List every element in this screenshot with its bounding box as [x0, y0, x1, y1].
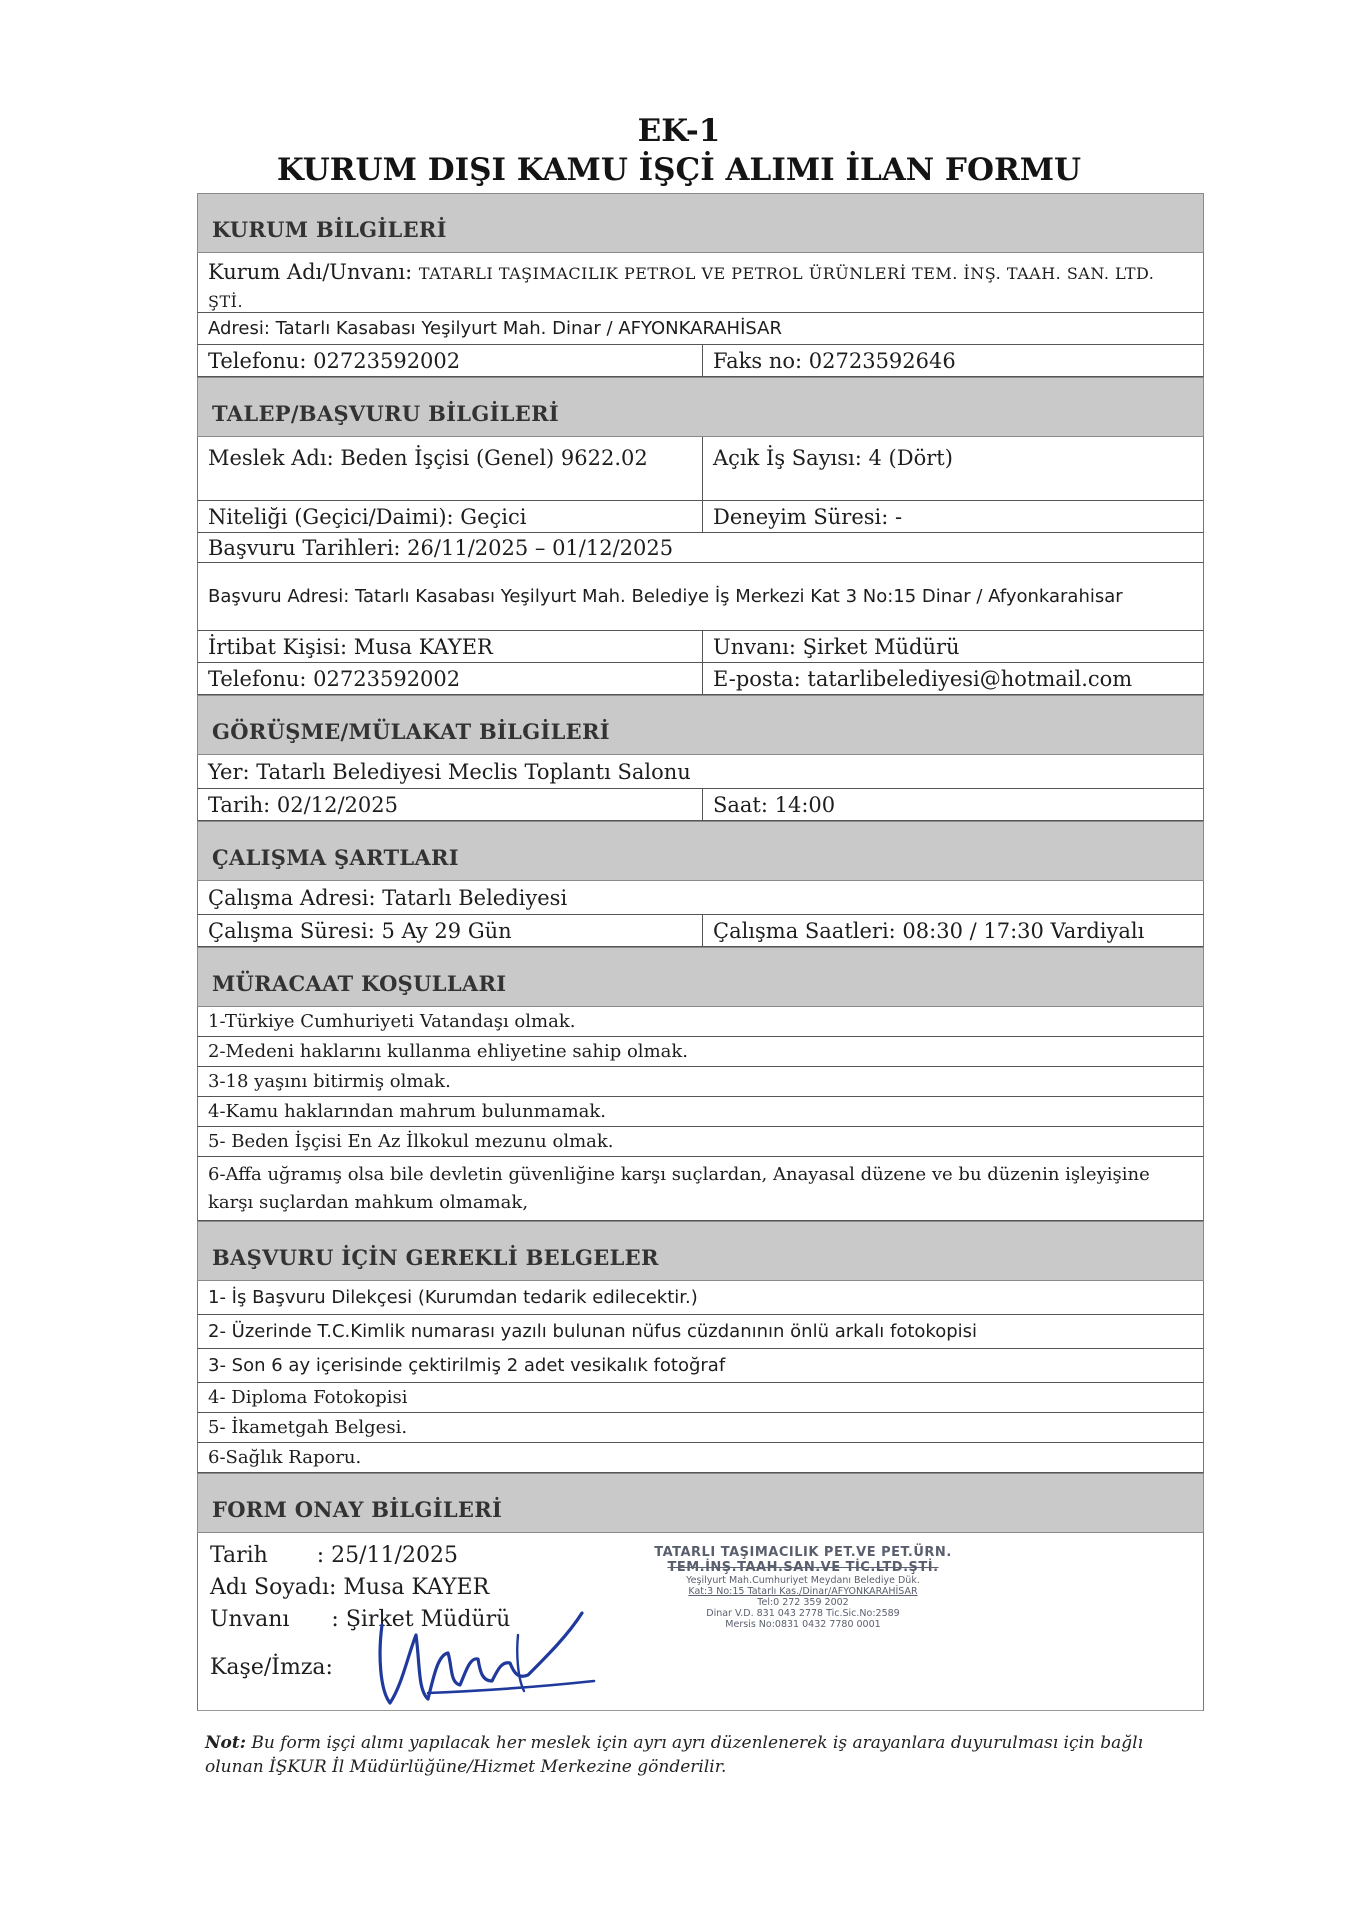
- gorusme-yer-row: [197, 755, 1204, 789]
- irtibat-kisisi: İrtibat Kişisi: Musa KAYER: [198, 631, 703, 662]
- condition-4: 4-Kamu haklarından mahrum bulunmamak.: [208, 1100, 607, 1122]
- talep-telefon-row: [197, 663, 1204, 695]
- calisma-adres-row: [197, 881, 1204, 915]
- section-calisma: ÇALIŞMA ŞARTLARI: [197, 821, 1204, 881]
- form-sheet: [197, 193, 1204, 1711]
- kurum-name-value: TATARLI TAŞIMACILIK PETROL VE PETROL ÜRÜNLERİ TEM. İNŞ. TAAH. SAN. LTD. ŞTİ.: [208, 264, 1155, 311]
- onay-unvan: Unvanı : Şirket Müdürü: [210, 1607, 511, 1632]
- nitelik: Niteliği (Geçici/Daimi): Geçici: [198, 501, 703, 532]
- list-item: [197, 1349, 1204, 1383]
- gorusme-tarih-row: [197, 789, 1204, 821]
- basvuru-adresi: Başvuru Adresi: Tatarlı Kasabası Yeşilyurt Mah. Belediye İş Merkezi Kat 3 No:15 Dinar / Afyonkarahisar: [208, 585, 1123, 607]
- irtibat-eposta: E-posta: tatarlibelediyesi@hotmail.com: [713, 666, 1133, 691]
- list-item: [197, 1315, 1204, 1349]
- section-kurum: KURUM BİLGİLERİ: [197, 193, 1204, 253]
- kurum-name: [198, 253, 1203, 312]
- condition-6: 6-Affa uğramış olsa bile devletin güvenliğine karşı suçlardan, Anayasal düzene ve bu düzenin işleyişine karşı suçlardan mahkum olmamak,: [208, 1163, 1150, 1213]
- condition-2: 2-Medeni haklarını kullanma ehliyetine sahip olmak.: [208, 1040, 688, 1062]
- list-item: [197, 1157, 1204, 1221]
- section-talep: TALEP/BAŞVURU BİLGİLERİ: [197, 377, 1204, 437]
- condition-3: 3-18 yaşını bitirmiş olmak.: [208, 1070, 451, 1092]
- list-item: [197, 1127, 1204, 1157]
- gorusme-saat: Saat: 14:00: [713, 792, 836, 817]
- section-gorusme: GÖRÜŞME/MÜLAKAT BİLGİLERİ: [197, 695, 1204, 755]
- talep-irtibat-row: [197, 631, 1204, 663]
- document-5: 5- İkametgah Belgesi.: [208, 1416, 408, 1438]
- section-onay: FORM ONAY BİLGİLERİ: [197, 1473, 1204, 1533]
- approval-box: [197, 1533, 1204, 1711]
- list-item: [197, 1067, 1204, 1097]
- document-title: KURUM DIŞI KAMU İŞÇİ ALIMI İLAN FORMU: [276, 152, 1082, 188]
- onay-tarih: Tarih : 25/11/2025: [210, 1543, 458, 1568]
- onay-kase-imza: Kaşe/İmza:: [210, 1655, 333, 1680]
- company-stamp: TATARLI TAŞIMACILIK PET.VE PET.ÜRN. TEM.İNŞ.TAAH.SAN.VE TİC.LTD.ŞTİ. Yeşilyurt Mah.Cumhuriyet Meydanı Belediye Dük. Kat:3 No:15 Tatarlı Kas./Dinar/AFYONKARAHİSAR Tel:0 272 359 2002 Dinar V.D. 831 043 2778 Tic.Sic.No:2589 Mersis No:0831 0432 7780 0001: [654, 1545, 952, 1630]
- gorusme-tarih: Tarih: 02/12/2025: [198, 789, 703, 820]
- calisma-sure-row: [197, 915, 1204, 947]
- calisma-adresi: Çalışma Adresi: Tatarlı Belediyesi: [208, 885, 568, 910]
- document-1: 1- İş Başvuru Dilekçesi (Kurumdan tedarik edilecektir.): [208, 1286, 698, 1308]
- note-label: Not:: [205, 1733, 247, 1753]
- calisma-saatleri: Çalışma Saatleri: 08:30 / 17:30 Vardiyalı: [713, 918, 1145, 943]
- acik-is-sayisi: Açık İş Sayısı: 4 (Dört): [713, 446, 953, 470]
- document-code: EK-1: [637, 113, 721, 149]
- kurum-address: Adresi: Tatarlı Kasabası Yeşilyurt Mah. Dinar / AFYONKARAHİSAR: [208, 317, 782, 339]
- document-6: 6-Sağlık Raporu.: [208, 1446, 362, 1468]
- irtibat-unvan: Unvanı: Şirket Müdürü: [713, 634, 960, 659]
- note-text: Bu form işçi alımı yapılacak her meslek için ayrı ayrı düzenlenerek iş arayanlara duyurulması için bağlı olunan İŞKUR İl Müdürlüğüne/Hizmet Merkezine gönderilir.: [205, 1733, 1144, 1777]
- gorusme-yer: Yer: Tatarlı Belediyesi Meclis Toplantı Salonu: [208, 759, 691, 784]
- meslek-adi: Meslek Adı: Beden İşçisi (Genel) 9622.02: [198, 437, 703, 500]
- onay-ad-soyad: Adı Soyadı: Musa KAYER: [210, 1575, 490, 1600]
- talep-tarih-row: [197, 533, 1204, 563]
- kurum-address-row: [197, 313, 1204, 345]
- document-3: 3- Son 6 ay içerisinde çektirilmiş 2 adet vesikalık fotoğraf: [208, 1354, 726, 1376]
- list-item: [197, 1281, 1204, 1315]
- section-belgeler: BAŞVURU İÇİN GEREKLİ BELGELER: [197, 1221, 1204, 1281]
- irtibat-telefon: Telefonu: 02723592002: [198, 663, 703, 694]
- condition-1: 1-Türkiye Cumhuriyeti Vatandaşı olmak.: [208, 1010, 576, 1032]
- list-item: [197, 1383, 1204, 1413]
- document-4: 4- Diploma Fotokopisi: [208, 1386, 408, 1408]
- basvuru-tarihleri: Başvuru Tarihleri: 26/11/2025 – 01/12/2025: [208, 535, 674, 560]
- list-item: [197, 1413, 1204, 1443]
- list-item: [197, 1443, 1204, 1473]
- kurum-phone: Telefonu: 02723592002: [198, 345, 703, 376]
- kurum-name-label: Kurum Adı/Unvanı:: [208, 260, 413, 284]
- kurum-contact-row: [197, 345, 1204, 377]
- footer-note: [205, 1731, 1205, 1779]
- list-item: [197, 1007, 1204, 1037]
- section-muracaat: MÜRACAAT KOŞULLARI: [197, 947, 1204, 1007]
- kurum-fax: Faks no: 02723592646: [713, 348, 956, 373]
- deneyim-suresi: Deneyim Süresi: -: [713, 504, 903, 529]
- talep-meslek-row: [197, 437, 1204, 501]
- list-item: [197, 1037, 1204, 1067]
- talep-adres-row: [197, 563, 1204, 631]
- condition-5: 5- Beden İşçisi En Az İlkokul mezunu olmak.: [208, 1130, 614, 1152]
- talep-nitelik-row: [197, 501, 1204, 533]
- calisma-suresi: Çalışma Süresi: 5 Ay 29 Gün: [198, 915, 703, 946]
- kurum-name-row: [197, 253, 1204, 313]
- document-2: 2- Üzerinde T.C.Kimlik numarası yazılı bulunan nüfus cüzdanının önlü arkalı fotokopisi: [208, 1320, 978, 1342]
- signature: [368, 1595, 598, 1715]
- list-item: [197, 1097, 1204, 1127]
